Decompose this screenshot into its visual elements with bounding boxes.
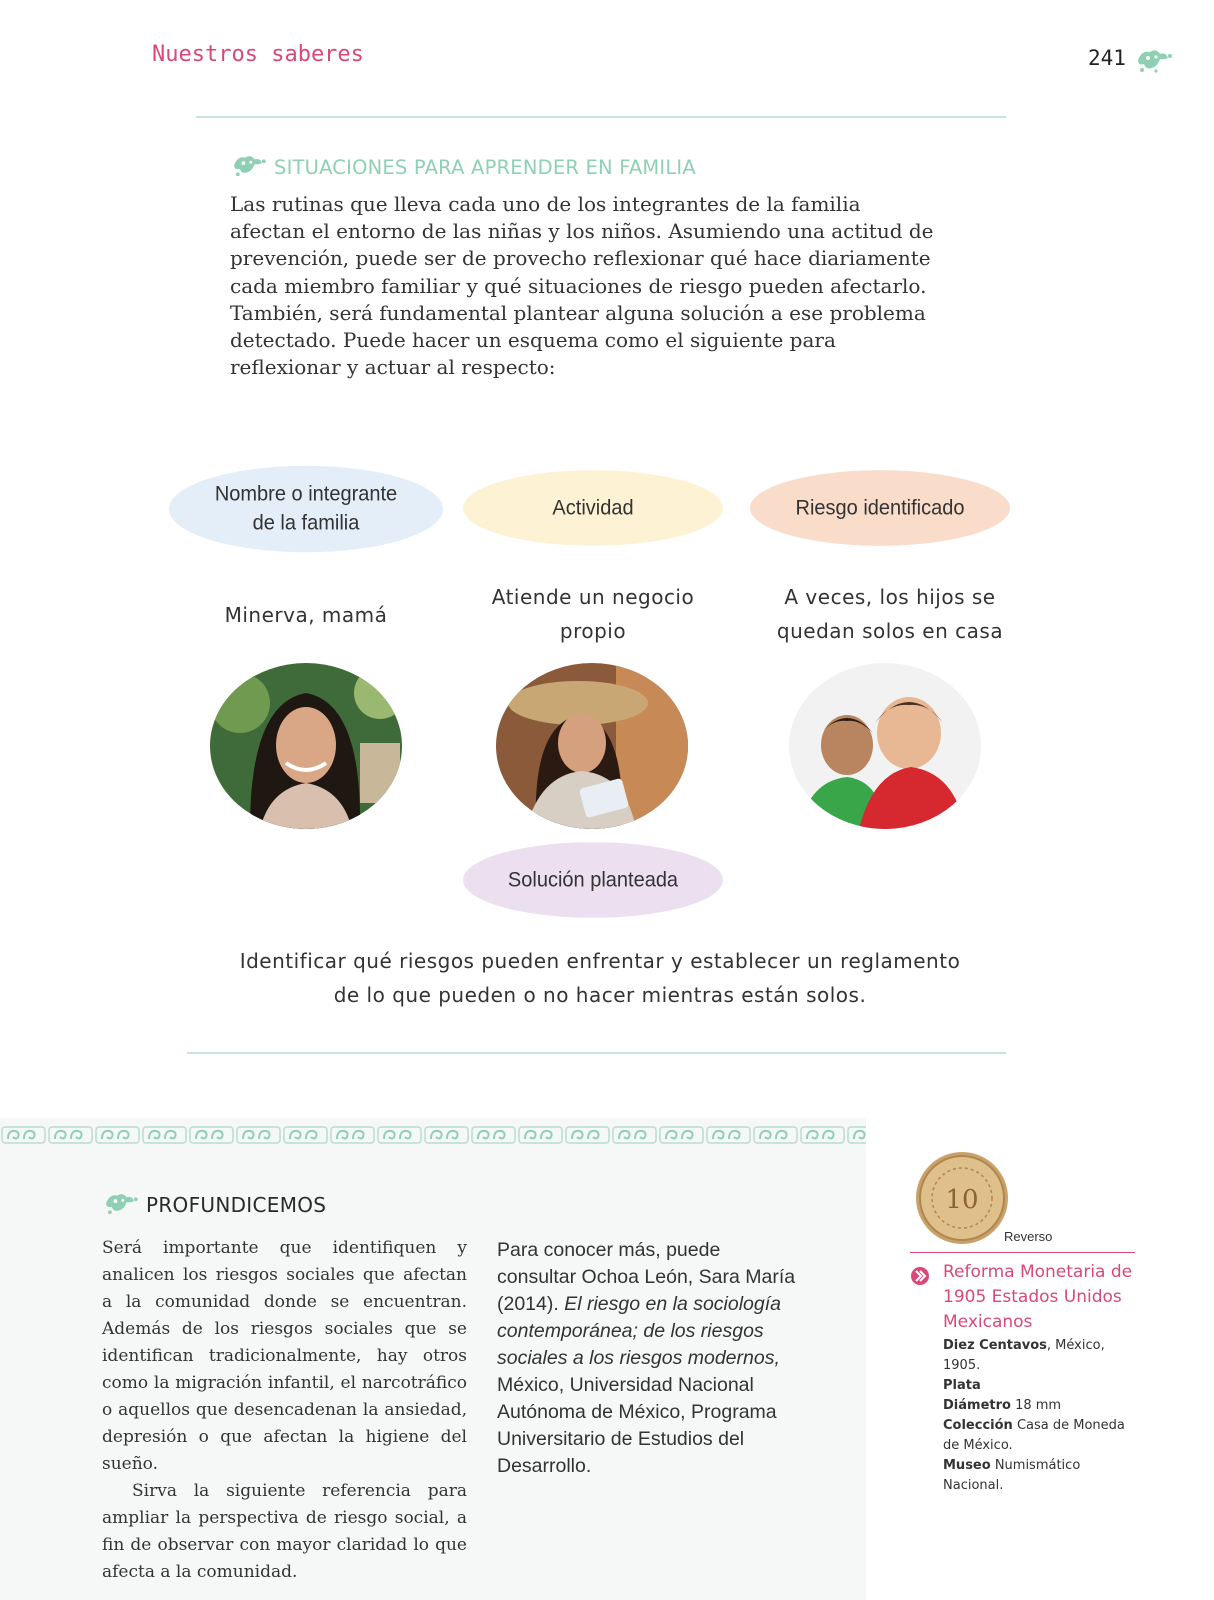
glyph-icon [230, 152, 268, 182]
profundicemos-para1: Será importante que identifiquen y analicen los riesgos sociales que afectan a la comunidad donde se encuentran. Además de los riesgos sociales que se identifican tradicionalmente, hay otros como la migración infantil, el narcotráfico o aquellos que desencadenan la ansiedad, depresión o que afectan la higiene del sueño. [102, 1238, 467, 1474]
solution-value-line1: Identificar qué riesgos pueden enfrentar y establecer un reglamento [239, 949, 961, 973]
pill-activity-label: Actividad [552, 495, 634, 520]
coin-museum-value: Numismático Nacional. [943, 1458, 1081, 1493]
coin-title: Reforma Monetaria de 1905 Estados Unidos Mexicanos [943, 1262, 1133, 1332]
activity-value-line2: propio [559, 619, 627, 643]
member-value: Minerva, mamá [224, 603, 388, 627]
decorative-border [0, 1124, 866, 1150]
coin-image [914, 1150, 1010, 1250]
activity-value-line1: Atiende un negocio [491, 585, 695, 609]
coin-museum-label: Museo [943, 1458, 991, 1473]
photo-children [789, 663, 981, 829]
pill-risk [750, 470, 1010, 546]
top-rule [196, 116, 1006, 118]
pill-solution-label: Solución planteada [507, 867, 679, 892]
pill-risk-label: Riesgo identificado [795, 495, 965, 520]
glyph-icon [1134, 46, 1174, 78]
solution-value [160, 944, 1040, 1012]
coin-divider [910, 1252, 1135, 1253]
reference-intro: Para conocer más, puede consultar Ochoa León, Sara María (2014). [497, 1239, 796, 1315]
intro-paragraph: Las rutinas que lleva cada uno de los integrantes de la familia afectan el entorno de las niñas y los niños. Asumiendo una actitud de prevención, puede ser de provecho reflexionar qué hace diariamente cada miembro familiar y qué situaciones de riesgo pueden afectarlo. También, será fundamental plantear alguna solución a ese problema detectado. Puede hacer un esquema como el siguiente para reflexionar y actuar al respecto: [230, 192, 934, 380]
header-title: Nuestros saberes [152, 42, 364, 67]
photo-activity [496, 663, 688, 829]
reference-text [497, 1237, 797, 1480]
profundicemos-heading [102, 1190, 326, 1220]
coin-name-value: , México, 1905. [943, 1338, 1105, 1373]
profundicemos-heading-label: PROFUNDICEMOS [146, 1193, 327, 1217]
pill-member-line2: de la familia [252, 511, 360, 535]
reference-rest: México, Universidad Nacional Autónoma de México, Programa Universitario de Estudios del Desarrollo. [497, 1374, 777, 1477]
glyph-icon [102, 1190, 140, 1220]
coin-caption: Reverso [1004, 1229, 1053, 1244]
pill-member-line1: Nombre o integrante [214, 482, 398, 506]
coin-value-text: 10 [945, 1185, 979, 1215]
section-heading [230, 152, 696, 182]
coin-name-label: Diez Centavos [943, 1338, 1047, 1353]
reference-title: El riesgo en la sociología contemporánea; de los riesgos sociales a los riesgos modernos, [497, 1293, 782, 1369]
risk-value [755, 580, 1025, 648]
photo-mother [210, 663, 402, 829]
risk-value-line1: A veces, los hijos se [784, 585, 996, 609]
coin-diameter-value: 18 mm [1010, 1398, 1062, 1413]
coin-details [943, 1336, 1143, 1496]
profundicemos-text [102, 1235, 467, 1586]
pill-member [169, 466, 443, 552]
coin-collection-label: Colección [943, 1418, 1013, 1433]
coin-material: Plata [943, 1378, 981, 1393]
pill-activity [463, 470, 723, 546]
risk-value-line2: quedan solos en casa [776, 619, 1004, 643]
page-number: 241 [1088, 46, 1126, 70]
activity-value [463, 580, 723, 648]
pill-solution [463, 842, 723, 918]
solution-value-line2: de lo que pueden o no hacer mientras están solos. [333, 983, 867, 1007]
bottom-rule [187, 1052, 1006, 1054]
profundicemos-para2: Sirva la siguiente referencia para ampliar la perspectiva de riesgo social, a fin de observar con mayor claridad lo que afecta a la comunidad. [102, 1481, 467, 1582]
coin-diameter-label: Diámetro [943, 1398, 1011, 1413]
chevron-right-icon [910, 1266, 930, 1290]
section-heading-label: SITUACIONES PARA APRENDER EN FAMILIA [274, 155, 696, 179]
coin-collection-value: Casa de Moneda de México. [943, 1418, 1125, 1453]
